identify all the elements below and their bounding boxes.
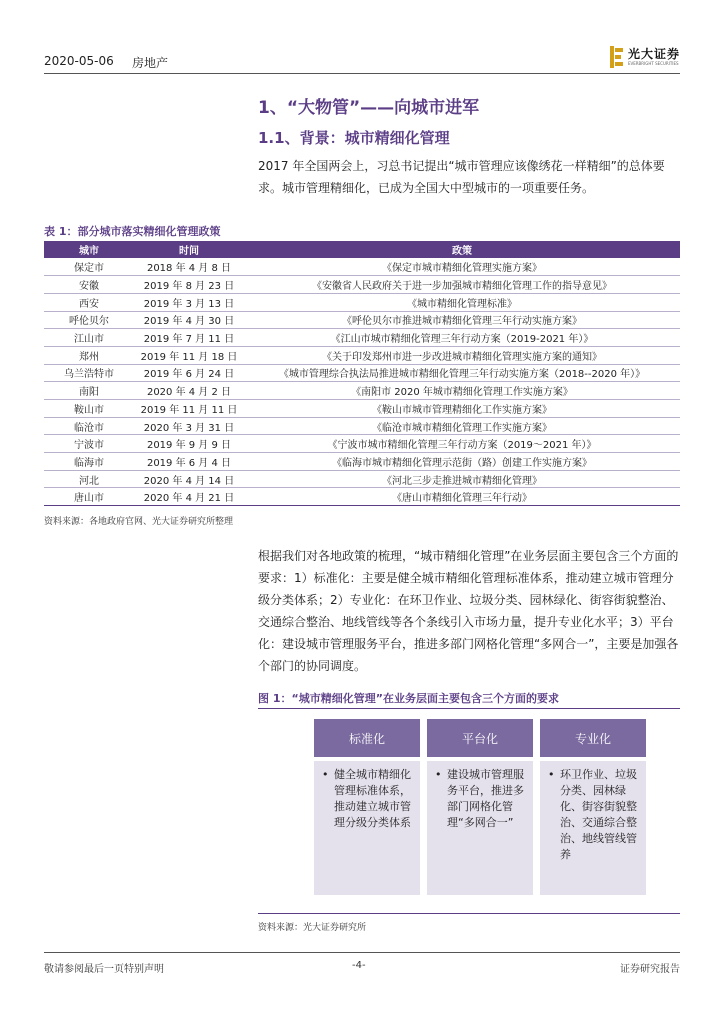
cell-city: 安徽 bbox=[44, 276, 134, 294]
report-sector: 房地产 bbox=[132, 56, 169, 70]
table-row bbox=[44, 453, 680, 471]
table-row bbox=[44, 417, 680, 435]
table-row bbox=[44, 488, 680, 506]
table-row bbox=[44, 346, 680, 364]
logo-english: EVERBRIGHT SECURITIES bbox=[627, 61, 679, 66]
cell-city: 保定市 bbox=[44, 258, 134, 276]
cell-policy: 《临海市城市精细化管理示范街（路）创建工作实施方案》 bbox=[244, 453, 680, 471]
cell-policy: 《宁波市城市精细化管理三年行动方案（2019～2021 年）》 bbox=[244, 435, 680, 453]
column-head: 专业化 bbox=[540, 719, 646, 757]
cell-time: 2019 年 8 月 23 日 bbox=[134, 276, 244, 294]
column-head: 标准化 bbox=[314, 719, 420, 757]
cell-time: 2019 年 7 月 11 日 bbox=[134, 329, 244, 347]
footer-report-type: 证券研究报告 bbox=[620, 964, 680, 975]
cell-city: 临海市 bbox=[44, 453, 134, 471]
everbright-logo bbox=[610, 46, 680, 68]
cell-city: 南阳 bbox=[44, 382, 134, 400]
footer-divider bbox=[44, 952, 680, 953]
cell-policy: 《保定市城市精细化管理实施方案》 bbox=[244, 258, 680, 276]
table-row bbox=[44, 382, 680, 400]
figure-title: 图 1：“城市精细化管理”在业务层面主要包含三个方面的要求 bbox=[258, 692, 559, 705]
column-body bbox=[540, 761, 646, 895]
cell-city: 临沧市 bbox=[44, 417, 134, 435]
page-number: -4- bbox=[352, 960, 366, 971]
cell-policy: 《关于印发郑州市进一步改进城市精细化管理实施方案的通知》 bbox=[244, 346, 680, 364]
table-row bbox=[44, 435, 680, 453]
table-source: 资料来源：各地政府官网、光大证券研究所整理 bbox=[44, 517, 234, 527]
cell-policy: 《临沧市城市精细化管理工作实施方案》 bbox=[244, 417, 680, 435]
cell-city: 西安 bbox=[44, 293, 134, 311]
cell-city: 宁波市 bbox=[44, 435, 134, 453]
cell-policy: 《城市精细化管理标准》 bbox=[244, 293, 680, 311]
figure-column-platform bbox=[427, 719, 533, 895]
cell-time: 2019 年 6 月 4 日 bbox=[134, 453, 244, 471]
logo-mark-icon bbox=[610, 46, 624, 68]
intro-paragraph: 2017 年全国两会上，习总书记提出“城市管理应该像绣花一样精细”的总体要求。城市管理精细化，已成为全国大中型城市的一项重要任务。 bbox=[258, 159, 665, 195]
cell-policy: 《城市管理综合执法局推进城市精细化管理三年行动实施方案（2018--2020 年）》 bbox=[244, 364, 680, 382]
logo-name: 光大证券 bbox=[627, 47, 680, 61]
table-row bbox=[44, 276, 680, 294]
column-body bbox=[427, 761, 533, 895]
cell-policy: 《江山市城市精细化管理三年行动方案（2019-2021 年）》 bbox=[244, 329, 680, 347]
cell-time: 2019 年 3 月 13 日 bbox=[134, 293, 244, 311]
report-date: 2020-05-06 bbox=[44, 54, 114, 68]
column-bullet: • 环卫作业、垃圾分类、园林绿化、街容街貌整治、交通综合整治、地线管线管养 bbox=[548, 767, 640, 863]
section-heading: 1、“大物管”——向城市进军 bbox=[258, 98, 480, 118]
figure-top-rule bbox=[258, 708, 680, 709]
cell-time: 2018 年 4 月 8 日 bbox=[134, 258, 244, 276]
cell-time: 2019 年 11 月 18 日 bbox=[134, 346, 244, 364]
column-body bbox=[314, 761, 420, 895]
policy-table bbox=[44, 241, 680, 506]
cell-time: 2019 年 11 月 11 日 bbox=[134, 400, 244, 418]
cell-city: 呼伦贝尔 bbox=[44, 311, 134, 329]
table-header-row bbox=[44, 241, 680, 258]
figure-column-standardization bbox=[314, 719, 420, 895]
column-bullet: • 健全城市精细化管理标准体系，推动建立城市管理分级分类体系 bbox=[322, 767, 414, 831]
table-row bbox=[44, 311, 680, 329]
cell-policy: 《河北三步走推进城市精细化管理》 bbox=[244, 470, 680, 488]
cell-city: 乌兰浩特市 bbox=[44, 364, 134, 382]
analysis-paragraph: 根据我们对各地政策的梳理，“城市精细化管理”在业务层面主要包含三个方面的要求：1）标准化：主要是健全城市精细化管理标准体系，推动建立城市管理分级分类体系；2）专业化：在环卫作业、垃圾分类、园林绿化、街容街貌整治、交通综合整治、地线管线等各个条线引入市场力量，提升专业化水平；3）平台化：建设城市管理服务平台，推进多部门网格化管理“多网合一”，主要是加强各个部门的协同调度。 bbox=[258, 549, 679, 673]
figure-bottom-rule bbox=[258, 913, 680, 914]
footer-disclaimer: 敬请参阅最后一页特别声明 bbox=[44, 964, 164, 975]
column-header-policy: 政策 bbox=[244, 241, 680, 258]
cell-city: 江山市 bbox=[44, 329, 134, 347]
cell-policy: 《呼伦贝尔市推进城市精细化管理三年行动实施方案》 bbox=[244, 311, 680, 329]
cell-time: 2019 年 9 月 9 日 bbox=[134, 435, 244, 453]
cell-time: 2019 年 4 月 30 日 bbox=[134, 311, 244, 329]
cell-policy: 《鞍山市城市管理精细化工作实施方案》 bbox=[244, 400, 680, 418]
subsection-heading: 1.1、背景：城市精细化管理 bbox=[258, 129, 450, 147]
column-header-time: 时间 bbox=[134, 241, 244, 258]
cell-time: 2019 年 6 月 24 日 bbox=[134, 364, 244, 382]
column-header-city: 城市 bbox=[44, 241, 134, 258]
cell-time: 2020 年 4 月 2 日 bbox=[134, 382, 244, 400]
table-row bbox=[44, 258, 680, 276]
header-divider bbox=[44, 73, 680, 74]
cell-city: 唐山市 bbox=[44, 488, 134, 506]
table-row bbox=[44, 400, 680, 418]
figure-source: 资料来源：光大证券研究所 bbox=[258, 923, 367, 933]
cell-time: 2020 年 4 月 14 日 bbox=[134, 470, 244, 488]
cell-city: 鞍山市 bbox=[44, 400, 134, 418]
table-title: 表 1：部分城市落实精细化管理政策 bbox=[44, 225, 221, 238]
table-row bbox=[44, 470, 680, 488]
cell-city: 河北 bbox=[44, 470, 134, 488]
cell-policy: 《南阳市 2020 年城市精细化管理工作实施方案》 bbox=[244, 382, 680, 400]
cell-policy: 《唐山市精细化管理三年行动》 bbox=[244, 488, 680, 506]
cell-time: 2020 年 3 月 31 日 bbox=[134, 417, 244, 435]
page-header bbox=[44, 47, 680, 74]
cell-time: 2020 年 4 月 21 日 bbox=[134, 488, 244, 506]
figure-column-specialization bbox=[540, 719, 646, 895]
table-row bbox=[44, 293, 680, 311]
cell-policy: 《安徽省人民政府关于进一步加强城市精细化管理工作的指导意见》 bbox=[244, 276, 680, 294]
column-head: 平台化 bbox=[427, 719, 533, 757]
table-row bbox=[44, 329, 680, 347]
column-bullet: • 建设城市管理服务平台，推进多部门网格化管理“多网合一” bbox=[435, 767, 527, 831]
cell-city: 郑州 bbox=[44, 346, 134, 364]
table-row bbox=[44, 364, 680, 382]
